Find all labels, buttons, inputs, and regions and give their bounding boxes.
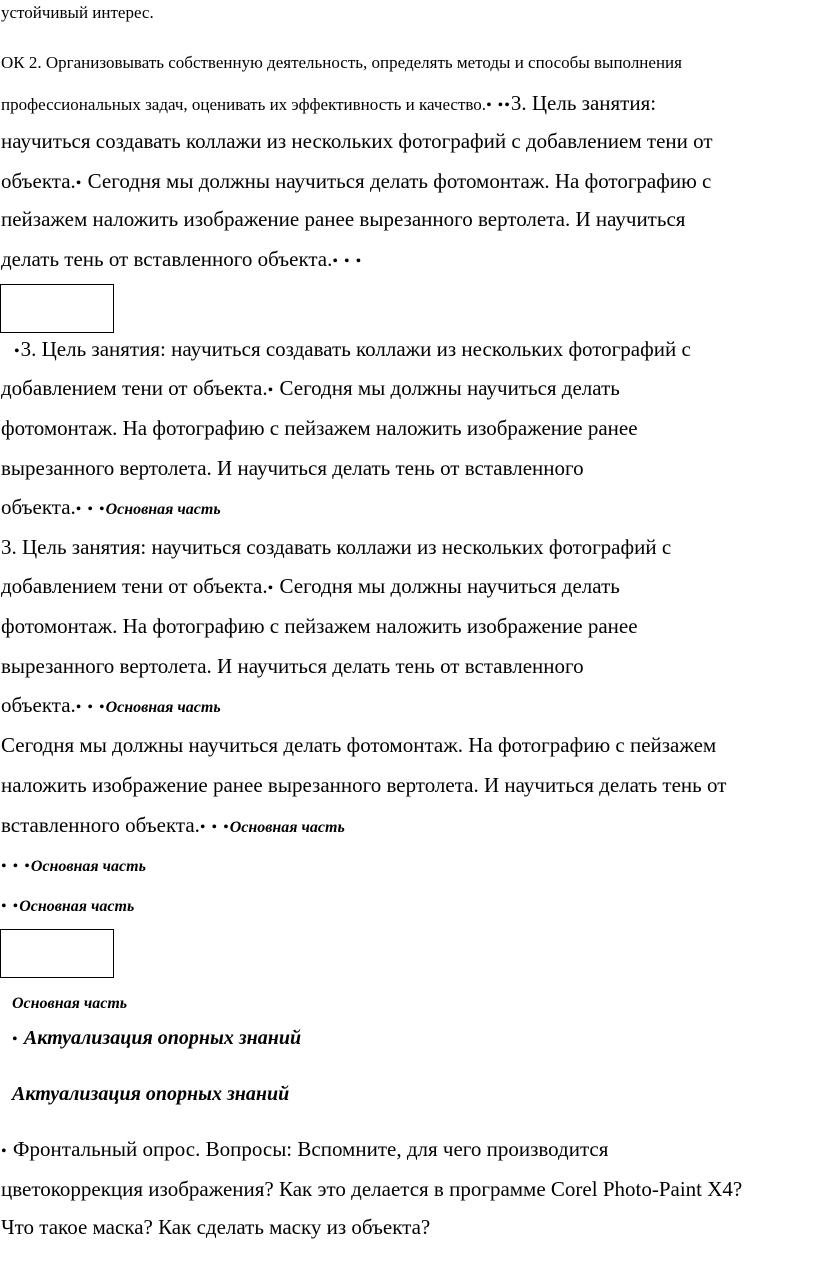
section-heading: Основная часть [12, 995, 128, 1012]
section-heading: Актуализация опорных знаний [23, 1027, 302, 1049]
text-line: научиться создавать коллажи из нескольких фотографий с добавлением тени от [1, 129, 713, 153]
text-line [1, 851, 146, 880]
bullet-icon: • [267, 580, 275, 597]
text-line: 3. Цель занятия: научиться создавать коллажи из нескольких фотографий с [1, 535, 672, 559]
text-line: Сегодня мы должны научиться делать фотомонтаж. На фотографию с пейзажем [1, 733, 717, 757]
bullet-icon: • • [1, 898, 20, 915]
text-line: устойчивый интерес. [1, 3, 154, 22]
text-line [12, 1024, 301, 1053]
bullet-icon: • •• [486, 97, 511, 114]
bullet-icon: • • • [1, 858, 31, 875]
section-heading: Основная часть [19, 898, 135, 915]
section-heading: Актуализация опорных знаний [12, 1083, 290, 1105]
section-heading: Основная часть [229, 819, 345, 836]
text-line: профессиональных задач, оценивать их эффективность и качество.• ••3. Цель занятия: [1, 91, 657, 115]
text-line [1, 891, 134, 920]
text-line: добавлением тени от объекта.• Сегодня мы должны научиться делать [1, 574, 620, 598]
text-line: делать тень от вставленного объекта.• • • [1, 247, 363, 271]
text-line [12, 1080, 289, 1107]
text-line: Что такое маска? Как сделать маску из объекта? [1, 1215, 431, 1239]
bullet-icon: • [1, 1143, 8, 1160]
empty-image-frame [0, 929, 114, 978]
text-line: объекта.• • •Основная часть [1, 693, 221, 717]
text-line: наложить изображение ранее вырезанного вертолета. И научиться делать тень от [1, 773, 727, 797]
text-line: пейзажем наложить изображение ранее вырезанного вертолета. И научиться [1, 207, 686, 231]
text-line: вырезанного вертолета. И научиться делать тень от вставленного [1, 654, 584, 678]
text-line: фотомонтаж. На фотографию с пейзажем наложить изображение ранее [1, 614, 638, 638]
bullet-icon: • [75, 175, 83, 192]
section-heading: Основная часть [105, 501, 221, 518]
text-line: вырезанного вертолета. И научиться делать тень от вставленного [1, 456, 584, 480]
bullet-icon: • • • [199, 819, 230, 836]
empty-image-frame [0, 284, 114, 333]
bullet-icon: • [14, 343, 21, 360]
text-line: вставленного объекта.• • •Основная часть [1, 813, 345, 837]
text-line [12, 988, 127, 1017]
text-line: объекта.• Сегодня мы должны научиться делать фотомонтаж. На фотографию с [1, 169, 712, 193]
bullet-icon: • • • [75, 699, 106, 716]
text-line: объекта.• • •Основная часть [1, 495, 221, 519]
text-line: ОК 2. Организовывать собственную деятельность, определять методы и способы выполнения [1, 53, 682, 72]
bullet-icon: • • • [75, 501, 106, 518]
bullet-icon: • • • [332, 253, 363, 270]
text-line: • Фронтальный опрос. Вопросы: Вспомните, для чего производится [1, 1137, 609, 1161]
text-line: •3. Цель занятия: научиться создавать коллажи из нескольких фотографий с [14, 337, 691, 361]
section-heading: Основная часть [30, 858, 146, 875]
bullet-icon: • [12, 1031, 19, 1048]
text-line: цветокоррекция изображения? Как это делается в программе Corel Photo-Paint X4? [1, 1177, 743, 1201]
bullet-icon: • [267, 382, 275, 399]
text-line: добавлением тени от объекта.• Сегодня мы должны научиться делать [1, 376, 620, 400]
section-heading: Основная часть [105, 699, 221, 716]
text-line: фотомонтаж. На фотографию с пейзажем наложить изображение ранее [1, 416, 638, 440]
